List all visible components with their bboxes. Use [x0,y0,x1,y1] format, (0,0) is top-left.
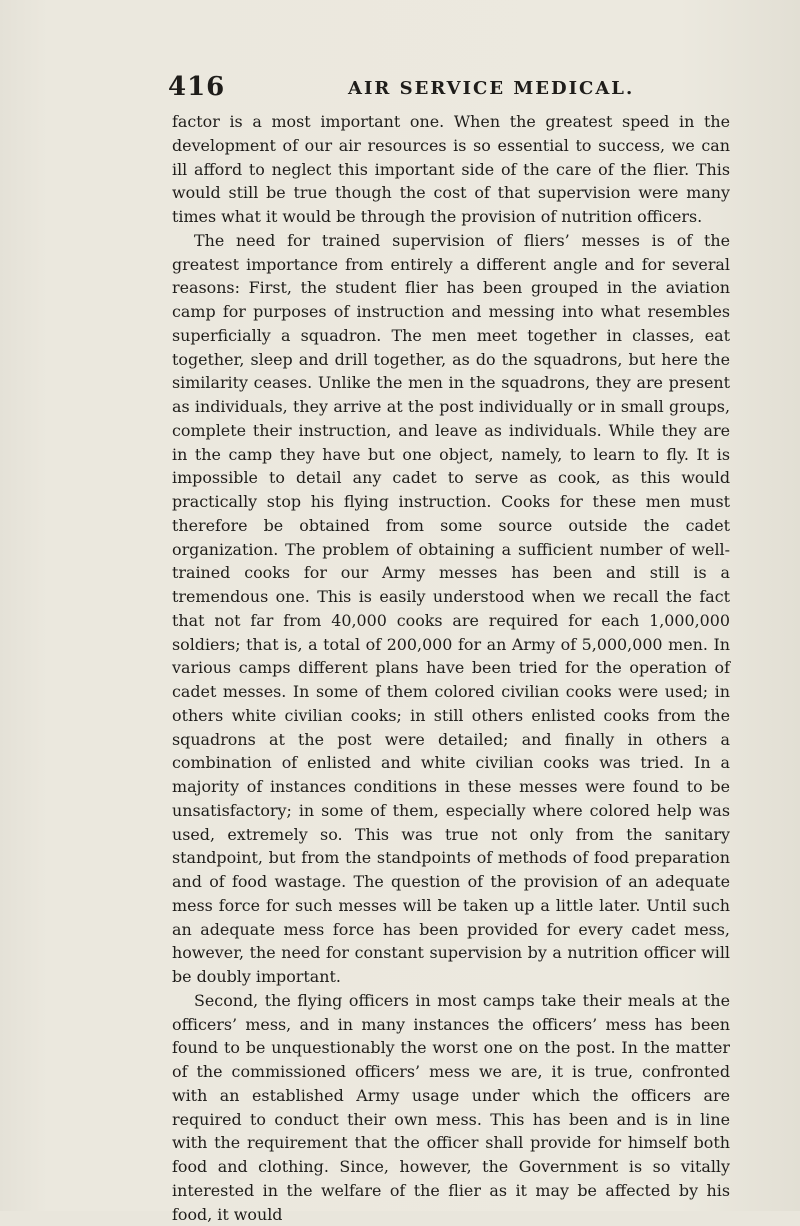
running-title: AIR SERVICE MEDICAL. [348,78,635,99]
body-text [172,110,730,1226]
paragraph-officers-mess: Second, the flying officers in most camps take their meals at the officers’ mess, and in many instances the officers’ mess has been found to be unquestionably the worst one on the post. In the matter of the commissioned officers’ mess we are, it is true, confronted with an established Army usage under which the officers are required to conduct their own mess. This has been and is in line with the requirement that the officer shall provide for himself both food and clothing. Since, however, the Government is so vitally interested in the welfare of the flier as it may be affected by his food, it would [172,990,730,1224]
paragraph-continued: factor is a most important one. When the greatest speed in the development of our air resources is so essential to success, we can ill afford to neglect this important side of the care of the flier. This would still be true though the cost of that supervision were many times what it would be through the provision of nutrition officers. [172,112,730,226]
running-head [168,72,728,102]
page-number: 416 [168,72,226,102]
paragraph-mess-supervision: The need for trained supervision of fliers’ messes is of the greatest importance from entirely a different angle and for several reasons: First, the student flier has been grouped in the aviation camp for purposes of instruction and messing into what resembles superficially a squadron. The men meet together in classes, eat together, sleep and drill together, as do the squadrons, but here the similarity ceases. Unlike the men in the squadrons, they are present as individuals, they arrive at the post individually or in small groups, complete their instruction, and leave as individuals. While they are in the camp they have but one object, namely, to learn to fly. It is impossible to detail any cadet to serve as cook, as this would practically stop his flying instruction. Cooks for these men must therefore be obtained from some source outside the cadet organization. The problem of obtaining a sufficient number of well-trained cooks for our Army messes has been and still is a tremendous one. This is easily understood when we recall the fact that not far from 40,000 cooks are required for each 1,000,000 soldiers; that is, a total of 200,000 for an Army of 5,000,000 men. In various camps different plans have been tried for the operation of cadet messes. In some of them colored civilian cooks were used; in others white civilian cooks; in still others enlisted cooks from the squadrons at the post were detailed; and finally in others a combination of enlisted and white civilian cooks was tried. In a majority of instances conditions in these messes were found to be unsatisfactory; in some of them, especially where colored help was used, extremely so. This was true not only from the sanitary standpoint, but from the standpoints of methods of food preparation and of food wastage. The question of the provision of an adequate mess force for such messes will be taken up a little later. Until such an adequate mess force has been provided for every cadet mess, however, the need for constant supervision by a nutrition officer will be doubly important. [172,230,730,986]
